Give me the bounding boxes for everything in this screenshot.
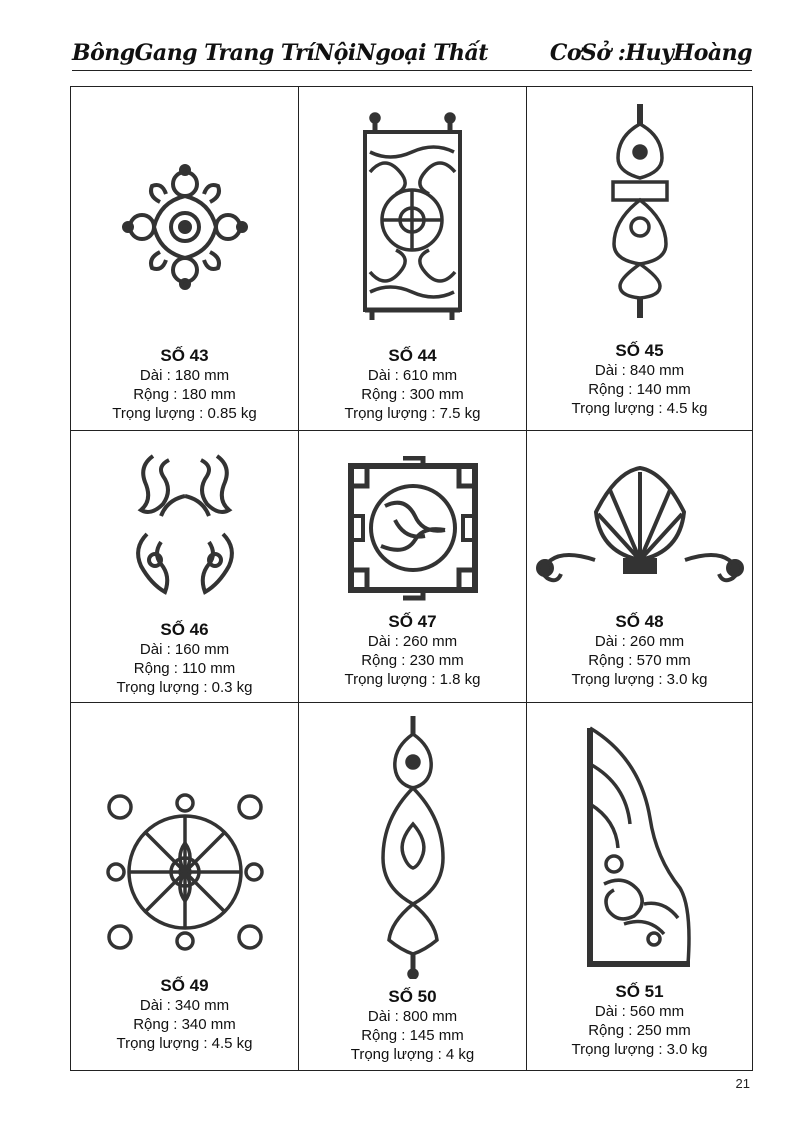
square-fretwork-icon [299, 453, 526, 603]
product-width: Rộng : 140 mm [588, 381, 691, 398]
product-number: SỐ 51 [615, 982, 664, 1001]
product-number: SỐ 47 [388, 612, 437, 631]
product-length: Dài : 840 mm [594, 362, 685, 379]
product-weight: Trọng lượng : 7.5 kg [344, 405, 481, 422]
product-weight: Trọng lượng : 1.8 kg [344, 671, 481, 688]
product-width: Rộng : 180 mm [133, 386, 236, 403]
product-length: Dài : 260 mm [367, 633, 458, 650]
scroll-pieces-icon [71, 445, 298, 605]
product-weight: Trọng lượng : 4 kg [350, 1046, 475, 1063]
product-caption [71, 975, 298, 1053]
product-length: Dài : 340 mm [139, 997, 230, 1014]
product-cell-50 [299, 703, 527, 1070]
product-length: Dài : 610 mm [367, 367, 458, 384]
product-cell-47 [299, 431, 527, 703]
round-floral-rosette-icon [71, 147, 298, 307]
product-caption [299, 345, 526, 423]
product-width: Rộng : 570 mm [588, 652, 691, 669]
product-grid [70, 86, 753, 1071]
product-cell-48 [527, 431, 752, 703]
header-divider [72, 70, 752, 71]
product-caption [527, 340, 752, 418]
header-title-right: CơSở :HuyHoàng [549, 40, 752, 66]
product-length: Dài : 560 mm [594, 1003, 685, 1020]
product-number: SỐ 46 [160, 620, 209, 639]
product-number: SỐ 49 [160, 976, 209, 995]
product-number: SỐ 44 [388, 346, 437, 365]
product-caption [299, 611, 526, 689]
product-number: SỐ 48 [615, 612, 664, 631]
product-width: Rộng : 230 mm [361, 652, 464, 669]
square-medallion-icon [71, 787, 298, 957]
product-width: Rộng : 340 mm [133, 1016, 236, 1033]
tall-baluster-icon [299, 711, 526, 981]
product-length: Dài : 260 mm [594, 633, 685, 650]
product-caption [299, 986, 526, 1064]
product-width: Rộng : 145 mm [361, 1027, 464, 1044]
corner-bracket-icon [527, 721, 752, 971]
product-length: Dài : 160 mm [139, 641, 230, 658]
product-cell-49 [71, 703, 299, 1070]
product-length: Dài : 800 mm [367, 1008, 458, 1025]
product-weight: Trọng lượng : 3.0 kg [571, 1041, 708, 1058]
product-weight: Trọng lượng : 4.5 kg [116, 1035, 253, 1052]
header-title-left: BôngGang Trang TríNộiNgoại Thất [72, 40, 488, 66]
product-cell-46 [71, 431, 299, 703]
baluster-icon [527, 101, 752, 321]
shell-crest-icon [527, 449, 752, 599]
product-cell-45 [527, 87, 752, 431]
product-weight: Trọng lượng : 0.3 kg [116, 679, 253, 696]
product-caption [71, 619, 298, 697]
product-weight: Trọng lượng : 4.5 kg [571, 400, 708, 417]
page-header [72, 40, 752, 80]
product-weight: Trọng lượng : 0.85 kg [112, 405, 257, 422]
product-caption [71, 345, 298, 423]
product-width: Rộng : 300 mm [361, 386, 464, 403]
product-cell-51 [527, 703, 752, 1070]
product-cell-43 [71, 87, 299, 431]
product-number: SỐ 45 [615, 341, 664, 360]
product-weight: Trọng lượng : 3.0 kg [571, 671, 708, 688]
ornate-panel-icon [299, 109, 526, 324]
product-width: Rộng : 250 mm [588, 1022, 691, 1039]
product-width: Rộng : 110 mm [133, 660, 236, 677]
product-number: SỐ 43 [160, 346, 209, 365]
product-caption [527, 611, 752, 689]
product-cell-44 [299, 87, 527, 431]
page-number: 21 [735, 1076, 750, 1091]
product-number: SỐ 50 [388, 987, 437, 1006]
product-caption [527, 981, 752, 1059]
product-length: Dài : 180 mm [139, 367, 230, 384]
